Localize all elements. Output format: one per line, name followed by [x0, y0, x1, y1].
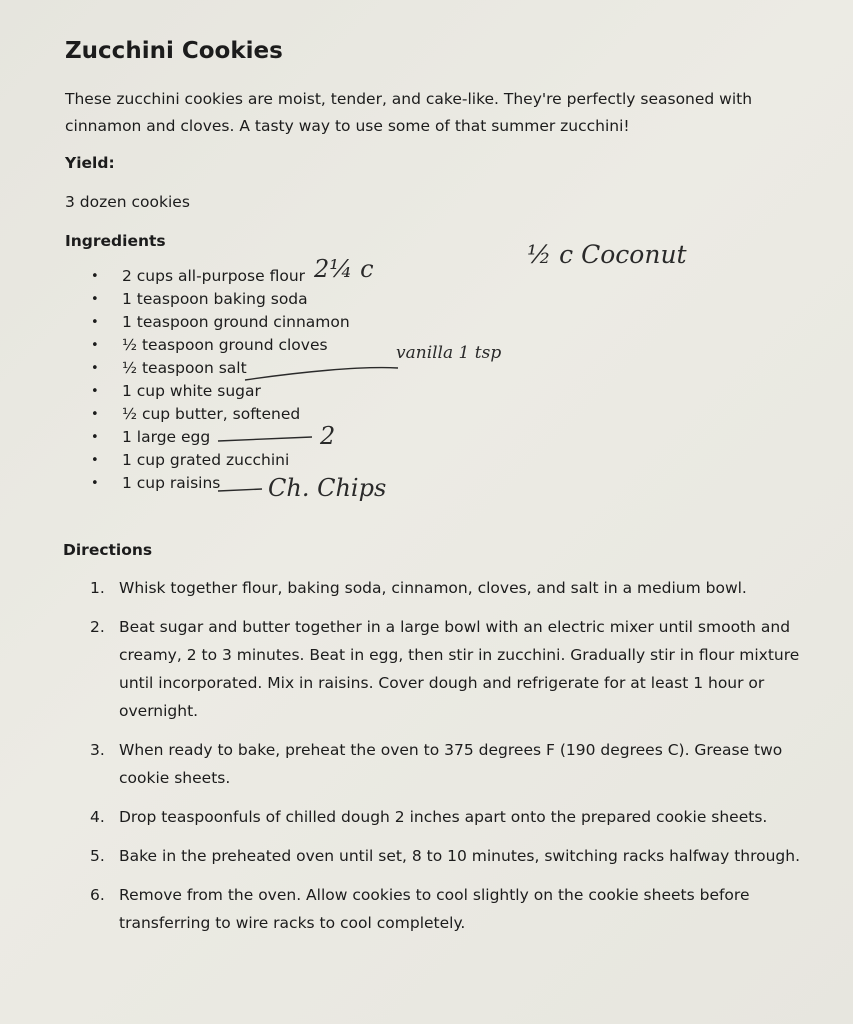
bullet: • [91, 361, 99, 376]
step-text: Remove from the oven. Allow cookies to cool slightly on the cookie sheets before transferring to wire racks to cool completely. [119, 886, 750, 932]
recipe-title: Zucchini Cookies [65, 38, 283, 64]
step-text: When ready to bake, preheat the oven to 375 degrees F (190 degrees C). Grease two cookie sheets. [119, 741, 783, 787]
ingredient-item [0, 380, 350, 403]
bullet: • [91, 269, 99, 284]
ingredient-text: 1 teaspoon ground cinnamon [122, 313, 350, 331]
direction-step [0, 842, 820, 870]
direction-step [0, 803, 820, 831]
directions-list [0, 574, 820, 948]
bullet: • [91, 476, 99, 491]
ingredient-item [0, 357, 350, 380]
step-number: 4. [90, 808, 105, 826]
direction-step [0, 881, 820, 937]
step-number: 5. [90, 847, 105, 865]
step-text: Whisk together flour, baking soda, cinnamon, cloves, and salt in a medium bowl. [119, 579, 747, 597]
handwritten-raisins-note: Ch. Chips [268, 474, 387, 502]
ingredient-item [0, 426, 350, 449]
yield-value: 3 dozen cookies [65, 193, 190, 211]
bullet: • [91, 384, 99, 399]
ingredient-text: 2 cups all-purpose flour [122, 267, 306, 285]
ingredient-item [0, 265, 350, 288]
ingredients-heading: Ingredients [65, 232, 166, 250]
step-number: 1. [90, 579, 105, 597]
ingredient-text: 1 large egg [122, 428, 211, 446]
ingredient-item [0, 403, 350, 426]
ingredient-text: 1 cup raisins [122, 474, 221, 492]
bullet: • [91, 430, 99, 445]
yield-label: Yield: [65, 154, 115, 172]
handwritten-vanilla-note: vanilla 1 tsp [396, 343, 502, 363]
bullet: • [91, 338, 99, 353]
ingredient-text: 1 teaspoon baking soda [122, 290, 308, 308]
direction-step [0, 736, 820, 792]
ingredients-list [0, 265, 350, 495]
directions-heading: Directions [63, 541, 153, 559]
step-number: 3. [90, 741, 105, 759]
bullet: • [91, 292, 99, 307]
step-text: Beat sugar and butter together in a large bowl with an electric mixer until smooth and creamy, 2 to 3 minutes. Beat in egg, then stir in zucchini. Gradually stir in flour mixture until incorporated. Mix in raisins. Cover dough and refrigerate for at least 1 hour or overnight. [119, 618, 800, 720]
ingredient-item [0, 449, 350, 472]
ingredient-text: ½ teaspoon salt [122, 359, 247, 377]
ingredient-item [0, 288, 350, 311]
ingredient-text: ½ teaspoon ground cloves [122, 336, 328, 354]
bullet: • [91, 315, 99, 330]
handwritten-coconut-note: ½ c Coconut [527, 240, 687, 269]
ingredient-item [0, 334, 350, 357]
step-text: Drop teaspoonfuls of chilled dough 2 inches apart onto the prepared cookie sheets. [119, 808, 768, 826]
bullet: • [91, 407, 99, 422]
step-text: Bake in the preheated oven until set, 8 to 10 minutes, switching racks halfway through. [119, 847, 801, 865]
step-number: 2. [90, 618, 105, 636]
direction-step [0, 574, 820, 602]
direction-step [0, 613, 820, 725]
recipe-description: These zucchini cookies are moist, tender, and cake-like. They're perfectly seasoned with cinnamon and cloves. A tasty way to use some of that summer zucchini! [65, 90, 753, 135]
ingredient-item [0, 311, 350, 334]
handwritten-flour-note: 2¼ c [314, 255, 374, 283]
ingredient-text: ½ cup butter, softened [122, 405, 301, 423]
handwritten-egg-note: 2 [320, 422, 336, 450]
ingredient-text: 1 cup grated zucchini [122, 451, 290, 469]
ingredient-text: 1 cup white sugar [122, 382, 261, 400]
bullet: • [91, 453, 99, 468]
step-number: 6. [90, 886, 105, 904]
